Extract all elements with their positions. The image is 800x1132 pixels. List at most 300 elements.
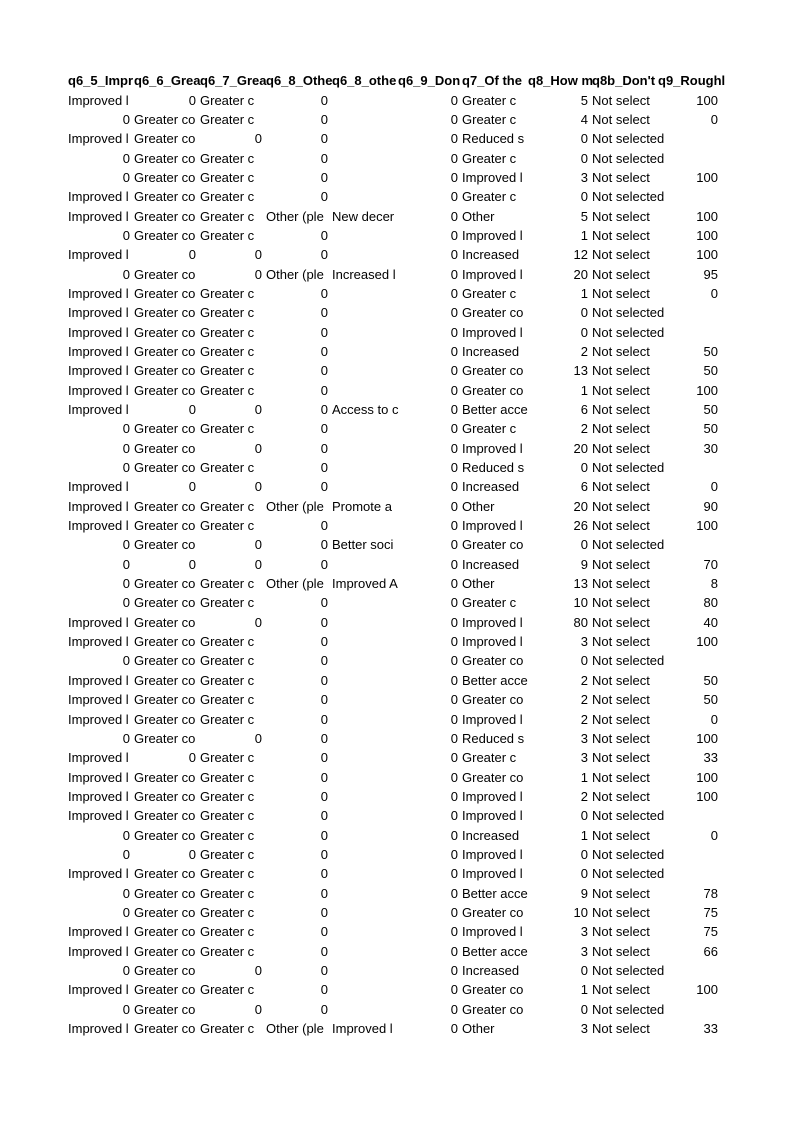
table-cell[interactable]: Improved l <box>68 343 129 359</box>
table-cell[interactable]: Not selected <box>592 150 665 166</box>
table-cell[interactable]: Other (ple <box>266 208 324 224</box>
table-cell[interactable]: 0 <box>450 518 458 534</box>
table-cell[interactable]: 26 <box>573 518 588 534</box>
table-cell[interactable]: Greater c <box>200 363 255 379</box>
table-cell[interactable]: Greater c <box>200 904 255 920</box>
table-cell[interactable]: 0 <box>320 866 328 882</box>
table-cell[interactable]: Greater co <box>134 285 196 301</box>
table-cell[interactable]: Improved l <box>68 92 129 108</box>
table-cell[interactable]: Other <box>462 208 495 224</box>
table-cell[interactable]: Greater co <box>134 324 196 340</box>
table-cell[interactable]: Greater co <box>134 866 196 882</box>
table-cell[interactable]: 0 <box>320 672 328 688</box>
table-cell[interactable]: Improved l <box>68 672 129 688</box>
table-cell[interactable]: 2 <box>580 788 588 804</box>
table-cell[interactable]: 0 <box>450 808 458 824</box>
table-cell[interactable]: Not selected <box>592 846 665 862</box>
table-cell[interactable]: Greater co <box>134 769 196 785</box>
table-cell[interactable]: Greater c <box>200 576 255 592</box>
table-cell[interactable]: 0 <box>320 518 328 534</box>
table-cell[interactable]: 9 <box>580 885 588 901</box>
table-cell[interactable]: 0 <box>320 614 328 630</box>
table-cell[interactable]: 0 <box>122 904 130 920</box>
table-cell[interactable]: 5 <box>580 92 588 108</box>
table-cell[interactable]: 70 <box>703 556 718 572</box>
table-cell[interactable]: Not select <box>592 440 650 456</box>
table-cell[interactable]: Greater co <box>462 305 524 321</box>
table-cell[interactable]: 0 <box>450 402 458 418</box>
table-cell[interactable]: Not select <box>592 247 650 263</box>
table-cell[interactable]: Not select <box>592 943 650 959</box>
table-cell[interactable]: Greater c <box>200 692 255 708</box>
table-cell[interactable]: 0 <box>580 962 588 978</box>
table-cell[interactable]: Greater co <box>134 730 196 746</box>
table-cell[interactable]: 0 <box>320 421 328 437</box>
table-cell[interactable]: 0 <box>122 440 130 456</box>
table-cell[interactable]: Improved l <box>68 208 129 224</box>
table-cell[interactable]: 0 <box>450 827 458 843</box>
table-cell[interactable]: Greater co <box>134 460 196 476</box>
table-cell[interactable]: Improved l <box>68 518 129 534</box>
table-cell[interactable]: Better acce <box>462 672 528 688</box>
table-cell[interactable]: Greater co <box>134 131 196 147</box>
table-cell[interactable]: Greater co <box>134 692 196 708</box>
table-cell[interactable]: Improved l <box>462 614 523 630</box>
table-cell[interactable]: 100 <box>696 382 718 398</box>
table-cell[interactable]: Greater co <box>134 518 196 534</box>
table-cell[interactable]: Increased <box>462 556 520 572</box>
table-cell[interactable]: 0 <box>320 111 328 127</box>
table-cell[interactable]: Not select <box>592 498 650 514</box>
table-cell[interactable]: Not select <box>592 402 650 418</box>
table-cell[interactable]: Greater co <box>134 189 196 205</box>
table-cell[interactable]: Greater co <box>134 498 196 514</box>
table-cell[interactable]: Improved l <box>462 634 523 650</box>
column-header[interactable]: q6_6_Grea <box>134 73 201 89</box>
table-cell[interactable]: 0 <box>450 846 458 862</box>
table-cell[interactable]: 50 <box>703 672 718 688</box>
table-cell[interactable]: Improved l <box>462 788 523 804</box>
table-cell[interactable]: 0 <box>320 479 328 495</box>
table-cell[interactable]: Greater c <box>200 169 255 185</box>
table-cell[interactable]: 0 <box>254 537 262 553</box>
table-cell[interactable]: Greater co <box>134 1021 196 1037</box>
table-cell[interactable]: 0 <box>450 556 458 572</box>
table-cell[interactable]: 0 <box>580 653 588 669</box>
table-cell[interactable]: 3 <box>580 730 588 746</box>
column-header[interactable]: q8_How m <box>528 73 594 89</box>
table-cell[interactable]: 9 <box>580 556 588 572</box>
table-cell[interactable]: 0 <box>450 382 458 398</box>
table-cell[interactable]: Improved l <box>68 247 129 263</box>
table-cell[interactable]: 0 <box>450 305 458 321</box>
table-cell[interactable]: 0 <box>320 982 328 998</box>
table-cell[interactable]: Improved l <box>68 324 129 340</box>
table-cell[interactable]: Improved l <box>68 614 129 630</box>
table-cell[interactable]: Greater co <box>134 808 196 824</box>
table-cell[interactable]: Not select <box>592 595 650 611</box>
table-cell[interactable]: Not select <box>592 479 650 495</box>
table-cell[interactable]: 0 <box>450 750 458 766</box>
table-cell[interactable]: Greater c <box>200 982 255 998</box>
table-cell[interactable]: Greater c <box>200 788 255 804</box>
table-cell[interactable]: Not selected <box>592 962 665 978</box>
table-cell[interactable]: 0 <box>320 305 328 321</box>
table-cell[interactable]: Greater co <box>134 305 196 321</box>
table-cell[interactable]: Greater c <box>200 518 255 534</box>
table-cell[interactable]: 0 <box>320 169 328 185</box>
table-cell[interactable]: 0 <box>450 1001 458 1017</box>
table-cell[interactable]: Better soci <box>332 537 394 553</box>
table-cell[interactable]: Greater c <box>200 672 255 688</box>
table-cell[interactable]: 0 <box>320 846 328 862</box>
table-cell[interactable]: Improved l <box>462 169 523 185</box>
table-cell[interactable]: 0 <box>320 131 328 147</box>
table-cell[interactable]: Greater co <box>462 769 524 785</box>
table-cell[interactable]: 0 <box>122 150 130 166</box>
table-cell[interactable]: 3 <box>580 924 588 940</box>
table-cell[interactable]: Not selected <box>592 808 665 824</box>
table-cell[interactable]: Improved l <box>68 363 129 379</box>
table-cell[interactable]: Promote a <box>332 498 392 514</box>
table-cell[interactable]: Improved l <box>68 131 129 147</box>
table-cell[interactable]: Not select <box>592 382 650 398</box>
table-cell[interactable]: 50 <box>703 402 718 418</box>
table-cell[interactable]: Improved l <box>68 285 129 301</box>
table-cell[interactable]: Greater co <box>134 169 196 185</box>
table-cell[interactable]: 100 <box>696 92 718 108</box>
table-cell[interactable]: 3 <box>580 634 588 650</box>
table-cell[interactable]: Greater c <box>200 111 255 127</box>
table-cell[interactable]: Greater co <box>134 208 196 224</box>
table-cell[interactable]: 2 <box>580 421 588 437</box>
table-cell[interactable]: 0 <box>254 730 262 746</box>
table-cell[interactable]: New decer <box>332 208 395 224</box>
table-cell[interactable]: 0 <box>122 537 130 553</box>
table-cell[interactable]: 0 <box>320 943 328 959</box>
table-cell[interactable]: 0 <box>320 537 328 553</box>
table-cell[interactable]: Not select <box>592 285 650 301</box>
table-cell[interactable]: 20 <box>573 498 588 514</box>
table-cell[interactable]: 0 <box>320 285 328 301</box>
table-cell[interactable]: 0 <box>450 924 458 940</box>
table-cell[interactable]: 78 <box>703 885 718 901</box>
table-cell[interactable]: Improved l <box>462 227 523 243</box>
table-cell[interactable]: Not select <box>592 1021 650 1037</box>
table-cell[interactable]: Improved l <box>68 750 129 766</box>
table-cell[interactable]: Greater co <box>134 827 196 843</box>
table-cell[interactable]: Not select <box>592 904 650 920</box>
table-cell[interactable]: Greater co <box>134 227 196 243</box>
table-cell[interactable]: Greater c <box>200 595 255 611</box>
table-cell[interactable]: 0 <box>188 247 196 263</box>
table-cell[interactable]: Improved l <box>462 866 523 882</box>
table-cell[interactable]: Improved l <box>68 924 129 940</box>
table-cell[interactable]: Not selected <box>592 1001 665 1017</box>
table-cell[interactable]: 0 <box>450 421 458 437</box>
table-cell[interactable]: Improved l <box>462 711 523 727</box>
table-cell[interactable]: 0 <box>122 827 130 843</box>
table-cell[interactable]: Other <box>462 498 495 514</box>
table-cell[interactable]: 0 <box>254 131 262 147</box>
table-cell[interactable]: Improved l <box>332 1021 393 1037</box>
table-cell[interactable]: 2 <box>580 692 588 708</box>
table-cell[interactable]: 0 <box>122 227 130 243</box>
table-cell[interactable]: 1 <box>580 285 588 301</box>
table-cell[interactable]: Improved l <box>462 518 523 534</box>
table-cell[interactable]: 30 <box>703 440 718 456</box>
table-cell[interactable]: Increased <box>462 827 520 843</box>
table-cell[interactable]: 3 <box>580 750 588 766</box>
table-cell[interactable]: 0 <box>122 962 130 978</box>
table-cell[interactable]: 0 <box>320 363 328 379</box>
table-cell[interactable]: Increased <box>462 247 520 263</box>
table-cell[interactable]: 0 <box>320 440 328 456</box>
table-cell[interactable]: 0 <box>320 653 328 669</box>
table-cell[interactable]: Greater c <box>200 866 255 882</box>
table-cell[interactable]: 0 <box>580 131 588 147</box>
table-cell[interactable]: 50 <box>703 343 718 359</box>
table-cell[interactable]: 0 <box>320 92 328 108</box>
table-cell[interactable]: 20 <box>573 440 588 456</box>
table-cell[interactable]: 0 <box>450 943 458 959</box>
table-cell[interactable]: 0 <box>580 846 588 862</box>
table-cell[interactable]: Greater c <box>462 421 517 437</box>
table-cell[interactable]: 0 <box>320 904 328 920</box>
table-cell[interactable]: Greater co <box>134 904 196 920</box>
table-cell[interactable]: Not selected <box>592 131 665 147</box>
table-cell[interactable]: 0 <box>320 827 328 843</box>
column-header[interactable]: q6_9_Don <box>398 73 461 89</box>
table-cell[interactable]: Reduced s <box>462 730 525 746</box>
table-cell[interactable]: Greater c <box>200 305 255 321</box>
table-cell[interactable]: Other (ple <box>266 576 324 592</box>
table-cell[interactable]: Other (ple <box>266 498 324 514</box>
table-cell[interactable]: Improved l <box>462 924 523 940</box>
table-cell[interactable]: 0 <box>320 885 328 901</box>
column-header[interactable]: q8b_Don't <box>592 73 656 89</box>
table-cell[interactable]: 0 <box>320 556 328 572</box>
table-cell[interactable]: Greater c <box>200 808 255 824</box>
table-cell[interactable]: 100 <box>696 788 718 804</box>
table-cell[interactable]: Greater c <box>462 750 517 766</box>
table-cell[interactable]: 0 <box>450 769 458 785</box>
table-cell[interactable]: 0 <box>450 982 458 998</box>
table-cell[interactable]: 0 <box>450 711 458 727</box>
table-cell[interactable]: Greater c <box>462 285 517 301</box>
table-cell[interactable]: Greater c <box>200 1021 255 1037</box>
table-cell[interactable]: Improved l <box>68 769 129 785</box>
table-cell[interactable]: 0 <box>188 750 196 766</box>
table-cell[interactable]: Greater c <box>200 498 255 514</box>
table-cell[interactable]: 0 <box>122 1001 130 1017</box>
table-cell[interactable]: 100 <box>696 518 718 534</box>
table-cell[interactable]: Not select <box>592 92 650 108</box>
table-cell[interactable]: 6 <box>580 479 588 495</box>
table-cell[interactable]: 8 <box>710 576 718 592</box>
table-cell[interactable]: Greater co <box>134 711 196 727</box>
table-cell[interactable]: Not select <box>592 924 650 940</box>
table-cell[interactable]: Improved l <box>68 1021 129 1037</box>
table-cell[interactable]: Greater co <box>134 924 196 940</box>
table-cell[interactable]: Not selected <box>592 189 665 205</box>
table-cell[interactable]: 100 <box>696 208 718 224</box>
table-cell[interactable]: Greater c <box>200 189 255 205</box>
table-cell[interactable]: Not select <box>592 885 650 901</box>
table-cell[interactable]: Improved l <box>68 982 129 998</box>
table-cell[interactable]: 0 <box>450 962 458 978</box>
table-cell[interactable]: 95 <box>703 266 718 282</box>
table-cell[interactable]: Improved l <box>68 711 129 727</box>
table-cell[interactable]: Access to c <box>332 402 399 418</box>
table-cell[interactable]: Greater c <box>200 343 255 359</box>
table-cell[interactable]: 0 <box>320 711 328 727</box>
table-cell[interactable]: Better acce <box>462 943 528 959</box>
table-cell[interactable]: Not selected <box>592 866 665 882</box>
table-cell[interactable]: Greater c <box>200 653 255 669</box>
table-cell[interactable]: Improved l <box>68 692 129 708</box>
table-cell[interactable]: Greater co <box>134 672 196 688</box>
table-cell[interactable]: Greater c <box>200 227 255 243</box>
table-cell[interactable]: 100 <box>696 730 718 746</box>
table-cell[interactable]: Not select <box>592 576 650 592</box>
table-cell[interactable]: Greater c <box>200 208 255 224</box>
table-cell[interactable]: 75 <box>703 904 718 920</box>
table-cell[interactable]: 100 <box>696 769 718 785</box>
table-cell[interactable]: Greater c <box>462 595 517 611</box>
table-cell[interactable]: 0 <box>450 363 458 379</box>
table-cell[interactable]: Increased <box>462 343 520 359</box>
table-cell[interactable]: Improved l <box>462 266 523 282</box>
table-cell[interactable]: 0 <box>320 324 328 340</box>
table-cell[interactable]: Greater c <box>200 92 255 108</box>
table-cell[interactable]: Improved l <box>462 440 523 456</box>
table-cell[interactable]: 0 <box>320 634 328 650</box>
table-cell[interactable]: 0 <box>122 730 130 746</box>
table-cell[interactable]: Greater c <box>200 943 255 959</box>
table-cell[interactable]: 1 <box>580 227 588 243</box>
table-cell[interactable]: 0 <box>450 343 458 359</box>
table-cell[interactable]: Greater co <box>134 614 196 630</box>
table-cell[interactable]: Greater c <box>462 92 517 108</box>
table-cell[interactable]: Greater co <box>462 904 524 920</box>
table-cell[interactable]: Other (ple <box>266 266 324 282</box>
table-cell[interactable]: Greater co <box>462 982 524 998</box>
table-cell[interactable]: 40 <box>703 614 718 630</box>
table-cell[interactable]: 0 <box>122 595 130 611</box>
table-cell[interactable]: 1 <box>580 827 588 843</box>
column-header[interactable]: q7_Of the <box>462 73 522 89</box>
table-cell[interactable]: 0 <box>450 460 458 476</box>
table-cell[interactable]: Greater co <box>134 266 196 282</box>
table-cell[interactable]: Improved A <box>332 576 398 592</box>
table-cell[interactable]: Other <box>462 1021 495 1037</box>
table-cell[interactable]: Not selected <box>592 537 665 553</box>
table-cell[interactable]: 0 <box>320 227 328 243</box>
table-cell[interactable]: 0 <box>254 556 262 572</box>
table-cell[interactable]: Not select <box>592 672 650 688</box>
table-cell[interactable]: 2 <box>580 711 588 727</box>
table-cell[interactable]: 0 <box>188 479 196 495</box>
table-cell[interactable]: 80 <box>573 614 588 630</box>
table-cell[interactable]: Greater co <box>134 421 196 437</box>
column-header[interactable]: q6_7_Grea <box>200 73 267 89</box>
table-cell[interactable]: 0 <box>320 962 328 978</box>
table-cell[interactable]: 0 <box>320 150 328 166</box>
table-cell[interactable]: 0 <box>122 846 130 862</box>
table-cell[interactable]: Greater co <box>462 537 524 553</box>
table-cell[interactable]: Greater c <box>200 827 255 843</box>
table-cell[interactable]: Reduced s <box>462 460 525 476</box>
table-cell[interactable]: 0 <box>320 808 328 824</box>
table-cell[interactable]: 0 <box>122 885 130 901</box>
table-cell[interactable]: Greater co <box>134 440 196 456</box>
table-cell[interactable]: 0 <box>450 440 458 456</box>
table-cell[interactable]: 0 <box>450 614 458 630</box>
table-cell[interactable]: 0 <box>450 692 458 708</box>
table-cell[interactable]: 0 <box>320 382 328 398</box>
table-cell[interactable]: 0 <box>450 904 458 920</box>
table-cell[interactable]: Greater c <box>200 460 255 476</box>
table-cell[interactable]: 50 <box>703 363 718 379</box>
table-cell[interactable]: 0 <box>450 111 458 127</box>
table-cell[interactable]: 100 <box>696 247 718 263</box>
table-cell[interactable]: Greater co <box>134 885 196 901</box>
table-cell[interactable]: 0 <box>580 460 588 476</box>
column-header[interactable]: q6_8_Othe <box>266 73 333 89</box>
table-cell[interactable]: 33 <box>703 1021 718 1037</box>
table-cell[interactable]: 13 <box>573 363 588 379</box>
table-cell[interactable]: Not select <box>592 730 650 746</box>
table-cell[interactable]: Not select <box>592 711 650 727</box>
table-cell[interactable]: 0 <box>188 846 196 862</box>
table-cell[interactable]: 0 <box>580 866 588 882</box>
table-cell[interactable]: Greater co <box>462 653 524 669</box>
table-cell[interactable]: 0 <box>450 266 458 282</box>
table-cell[interactable]: Improved l <box>462 808 523 824</box>
table-cell[interactable]: Greater c <box>200 634 255 650</box>
table-cell[interactable]: Improved l <box>68 808 129 824</box>
column-header[interactable]: q6_8_othe <box>332 73 397 89</box>
table-cell[interactable]: 0 <box>580 537 588 553</box>
table-cell[interactable]: 0 <box>254 614 262 630</box>
table-cell[interactable]: Greater co <box>134 788 196 804</box>
table-cell[interactable]: Greater c <box>200 885 255 901</box>
table-cell[interactable]: 80 <box>703 595 718 611</box>
table-cell[interactable]: Not selected <box>592 653 665 669</box>
table-cell[interactable]: Improved l <box>68 479 129 495</box>
table-cell[interactable]: 0 <box>122 460 130 476</box>
table-cell[interactable]: 0 <box>450 169 458 185</box>
table-cell[interactable]: 0 <box>320 343 328 359</box>
table-cell[interactable]: 0 <box>450 1021 458 1037</box>
table-cell[interactable]: Greater c <box>462 150 517 166</box>
table-cell[interactable]: Improved l <box>462 324 523 340</box>
table-cell[interactable]: Not select <box>592 518 650 534</box>
table-cell[interactable]: 6 <box>580 402 588 418</box>
table-cell[interactable]: Greater c <box>200 846 255 862</box>
table-cell[interactable]: 0 <box>450 150 458 166</box>
table-cell[interactable]: 0 <box>450 634 458 650</box>
table-cell[interactable]: 2 <box>580 672 588 688</box>
table-cell[interactable]: 0 <box>320 460 328 476</box>
table-cell[interactable]: Not select <box>592 788 650 804</box>
table-cell[interactable]: 0 <box>122 111 130 127</box>
table-cell[interactable]: 0 <box>710 711 718 727</box>
table-cell[interactable]: Increased l <box>332 266 396 282</box>
table-cell[interactable]: 0 <box>580 189 588 205</box>
table-cell[interactable]: 0 <box>580 1001 588 1017</box>
